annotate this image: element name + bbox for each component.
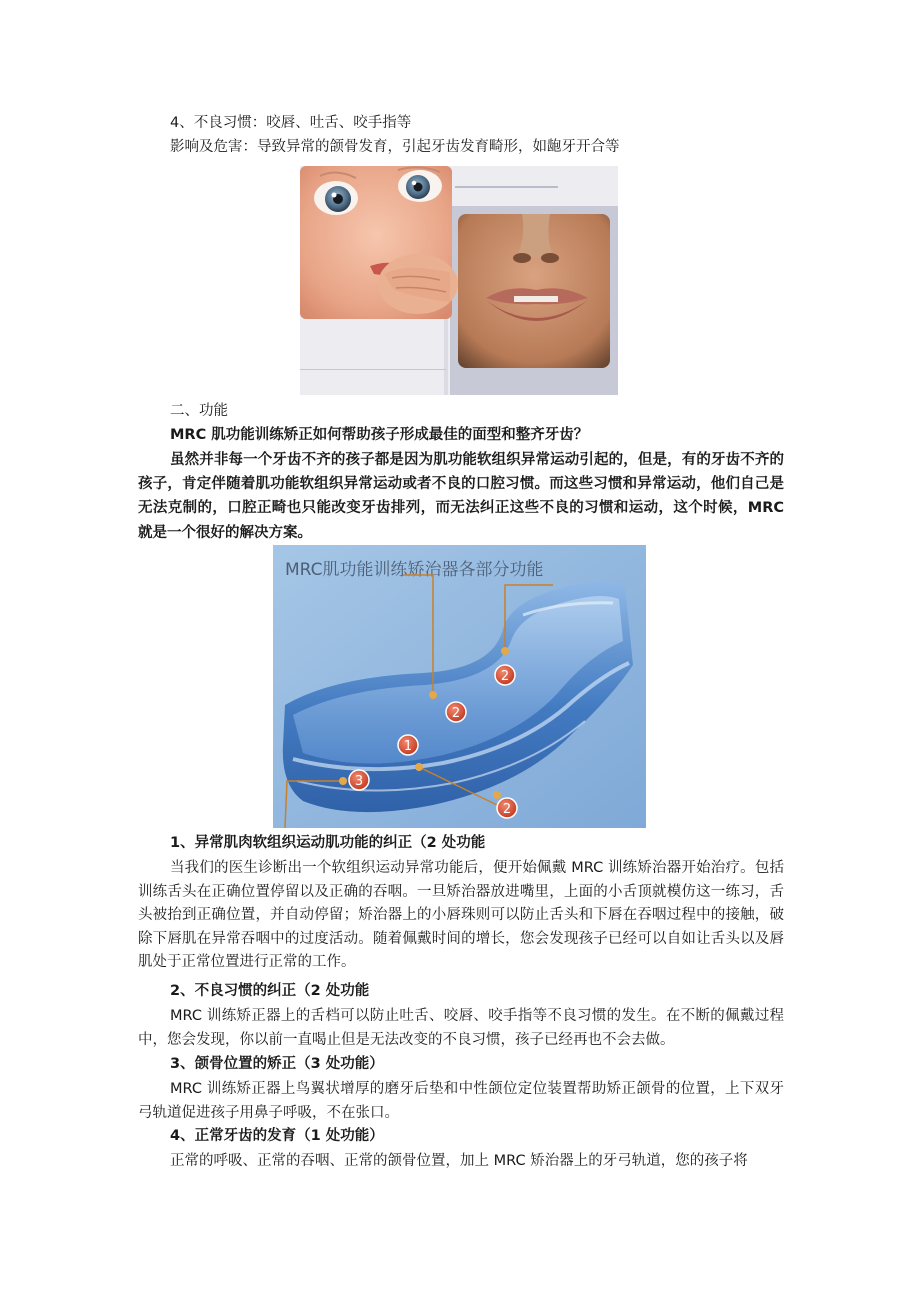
item-3-body: MRC 训练矫正器上鸟翼状增厚的磨牙后垫和中性颌位定位装置帮助矫正颌骨的位置，上下双牙弓轨道促进孩子用鼻子呼吸，不在张口。 [138, 1081, 784, 1121]
habit-effect: 影响及危害：导致异常的颌骨发育，引起牙齿发育畸形，如龅牙开合等 [170, 139, 620, 155]
appliance-figure [273, 545, 646, 828]
appliance-diagram [273, 545, 646, 828]
item-4-title: 4、正常牙齿的发育（1 处功能） [170, 1128, 384, 1144]
marker-2a [495, 665, 515, 685]
marker-2b [446, 702, 466, 722]
bad-habit-photos [300, 166, 618, 395]
item-1-body: 当我们的医生诊断出一个软组织运动异常功能后，便开始佩戴 MRC 训练矫治器开始治疗。包括训练舌头在正确位置停留以及正确的吞咽。一旦矫治器放进嘴里，上面的小舌顶就模仿这一练习，舌头被抬到正确位置，并自动停留；矫治器上的小唇珠则可以防止舌头和下唇在吞咽过程中的接触，破除下唇肌在异常吞咽中的过度活动。随着佩戴时间的增长，您会发现孩子已经可以自如让舌头以及唇肌处于正常位置进行正常的工作。 [138, 860, 784, 971]
item-3-title: 3、颌骨位置的矫正（3 处功能） [170, 1056, 384, 1072]
function-intro: 虽然并非每一个牙齿不齐的孩子都是因为肌功能软组织异常运动引起的，但是，有的牙齿不齐的孩子，肯定伴随着肌功能软组织异常运动或者不良的口腔习惯。而这些习惯和异常运动，他们自己是无法克制的，口腔正畸也只能改变牙齿排列，而无法纠正这些不良的习惯和运动，这个时候，MRC 就是一个很好的解决方案。 [138, 452, 784, 541]
figure-title: MRC肌功能训练矫治器各部分功能 [285, 560, 544, 580]
photo-illustrations [300, 166, 618, 395]
svg-text:2: 2 [500, 669, 510, 684]
marker-3 [349, 770, 369, 790]
habit-heading: 4、不良习惯：咬唇、吐舌、咬手指等 [170, 115, 412, 131]
function-question: MRC 肌功能训练矫正如何帮助孩子形成最佳的面型和整齐牙齿？ [170, 427, 589, 443]
function-heading: 二、功能 [170, 403, 228, 419]
marker-2c [497, 798, 517, 818]
svg-text:1: 1 [403, 739, 413, 754]
lips-photo [458, 214, 610, 368]
svg-text:2: 2 [502, 802, 512, 817]
svg-text:2: 2 [451, 706, 461, 721]
item-2-body: MRC 训练矫正器上的舌档可以防止吐舌、咬唇、咬手指等不良习惯的发生。在不断的佩戴过程中，您会发现，你以前一直喝止但是无法改变的不良习惯，孩子已经再也不会去做。 [138, 1008, 784, 1048]
svg-text:3: 3 [354, 774, 364, 789]
item-2-title: 2、不良习惯的纠正（2 处功能 [170, 983, 370, 999]
marker-1 [398, 735, 418, 755]
item-1-title: 1、异常肌肉软组织运动肌功能的纠正（2 处功能 [170, 835, 486, 851]
item-4-body: 正常的呼吸、正常的吞咽、正常的颌骨位置，加上 MRC 矫治器上的牙弓轨道，您的孩子将 [170, 1153, 748, 1169]
toddler-photo [300, 166, 458, 319]
